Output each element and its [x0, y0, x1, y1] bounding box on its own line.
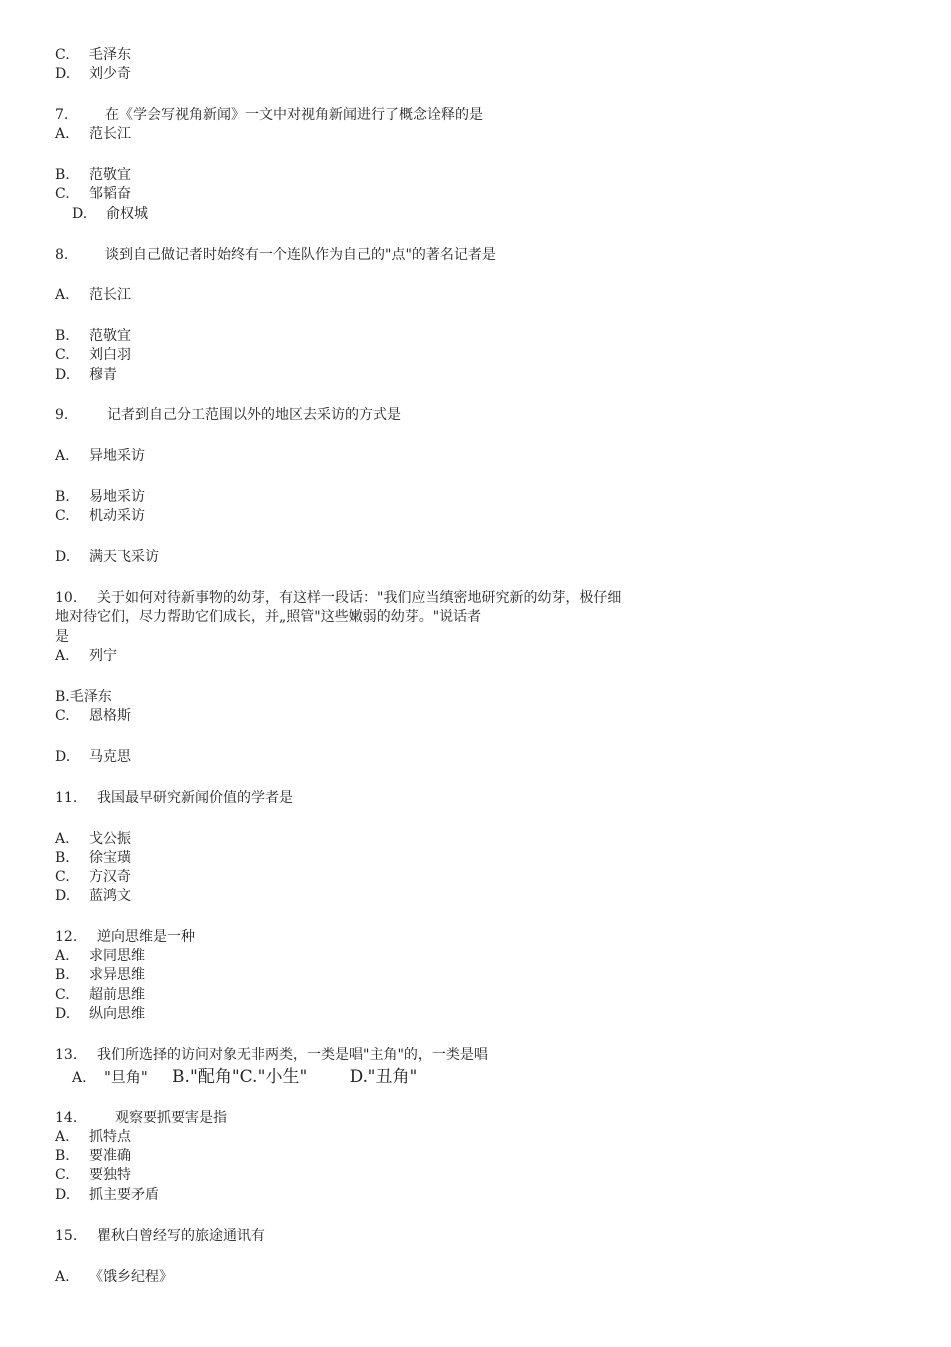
q12-option-d: D. 纵向思维	[55, 1006, 145, 1022]
q7-option-b: B. 范敬宜	[55, 167, 131, 183]
q8-option-b: B. 范敬宜	[55, 328, 131, 344]
q10-option-d: D. 马克思	[55, 749, 131, 765]
q9-option-c: C. 机动采访	[55, 508, 145, 524]
q6-option-d: D. 刘少奇	[55, 66, 131, 82]
q12-option-b: B. 求异思维	[55, 967, 145, 983]
q11-option-c: C. 方汉奇	[55, 869, 131, 885]
q10-stem-line-1: 10. 关于如何对待新事物的幼芽，有这样一段话："我们应当缜密地研究新的幼芽，极仔细	[55, 590, 622, 606]
q10-stem-line-2: 地对待它们，尽力帮助它们成长，并„照管"这些嫩弱的幼芽。"说话者	[55, 609, 482, 625]
q12-option-c: C. 超前思维	[55, 987, 145, 1003]
q7-option-c: C. 邹韬奋	[55, 186, 131, 202]
q13-option-d: D."丑角"	[349, 1067, 418, 1087]
q11-option-d: D. 蓝鸿文	[55, 888, 131, 904]
q7-stem: 7. 在《学会写视角新闻》一文中对视角新闻进行了概念诠释的是	[55, 107, 483, 123]
q7-option-d: D. 俞权城	[72, 206, 148, 222]
q12-stem: 12. 逆向思维是一种	[55, 929, 195, 945]
q15-stem: 15. 瞿秋白曾经写的旅途通讯有	[55, 1228, 265, 1244]
q11-option-a: A. 戈公振	[55, 831, 131, 847]
q13-option-a: A. "旦角"	[72, 1068, 148, 1086]
q14-stem: 14. 观察要抓要害是指	[55, 1110, 227, 1126]
q10-option-c: C. 恩格斯	[55, 708, 131, 724]
q12-option-a: A. 求同思维	[55, 948, 145, 964]
q13-option-b: B."配角"	[172, 1067, 240, 1087]
q8-option-a: A. 范长江	[55, 287, 131, 303]
q13-options-row	[72, 1066, 417, 1089]
q10-stem-line-3: 是	[55, 629, 69, 645]
q8-option-d: D. 穆青	[55, 367, 117, 383]
q9-option-a: A. 异地采访	[55, 448, 145, 464]
q10-option-b: B.毛泽东	[55, 689, 112, 705]
q14-option-a: A. 抓特点	[55, 1129, 131, 1145]
q11-stem: 11. 我国最早研究新闻价值的学者是	[55, 790, 293, 806]
q6-option-c: C. 毛泽东	[55, 47, 131, 63]
q9-stem: 9. 记者到自己分工范围以外的地区去采访的方式是	[55, 407, 401, 423]
q13-option-c: C."小生"	[239, 1067, 308, 1087]
q9-option-b: B. 易地采访	[55, 489, 145, 505]
q10-option-a: A. 列宁	[55, 648, 117, 664]
q9-option-d: D. 满天飞采访	[55, 549, 159, 565]
q7-option-a: A. 范长江	[55, 126, 131, 142]
q15-option-a: A. 《饿乡纪程》	[55, 1269, 173, 1285]
q14-option-b: B. 要准确	[55, 1148, 131, 1164]
q8-stem: 8. 谈到自己做记者时始终有一个连队作为自己的"点"的著名记者是	[55, 247, 496, 263]
q14-option-d: D. 抓主要矛盾	[55, 1187, 159, 1203]
q13-stem: 13. 我们所选择的访问对象无非两类，一类是唱"主角"的，一类是唱	[55, 1047, 488, 1063]
q14-option-c: C. 要独特	[55, 1167, 131, 1183]
q8-option-c: C. 刘白羽	[55, 347, 131, 363]
q11-option-b: B. 徐宝璜	[55, 850, 131, 866]
